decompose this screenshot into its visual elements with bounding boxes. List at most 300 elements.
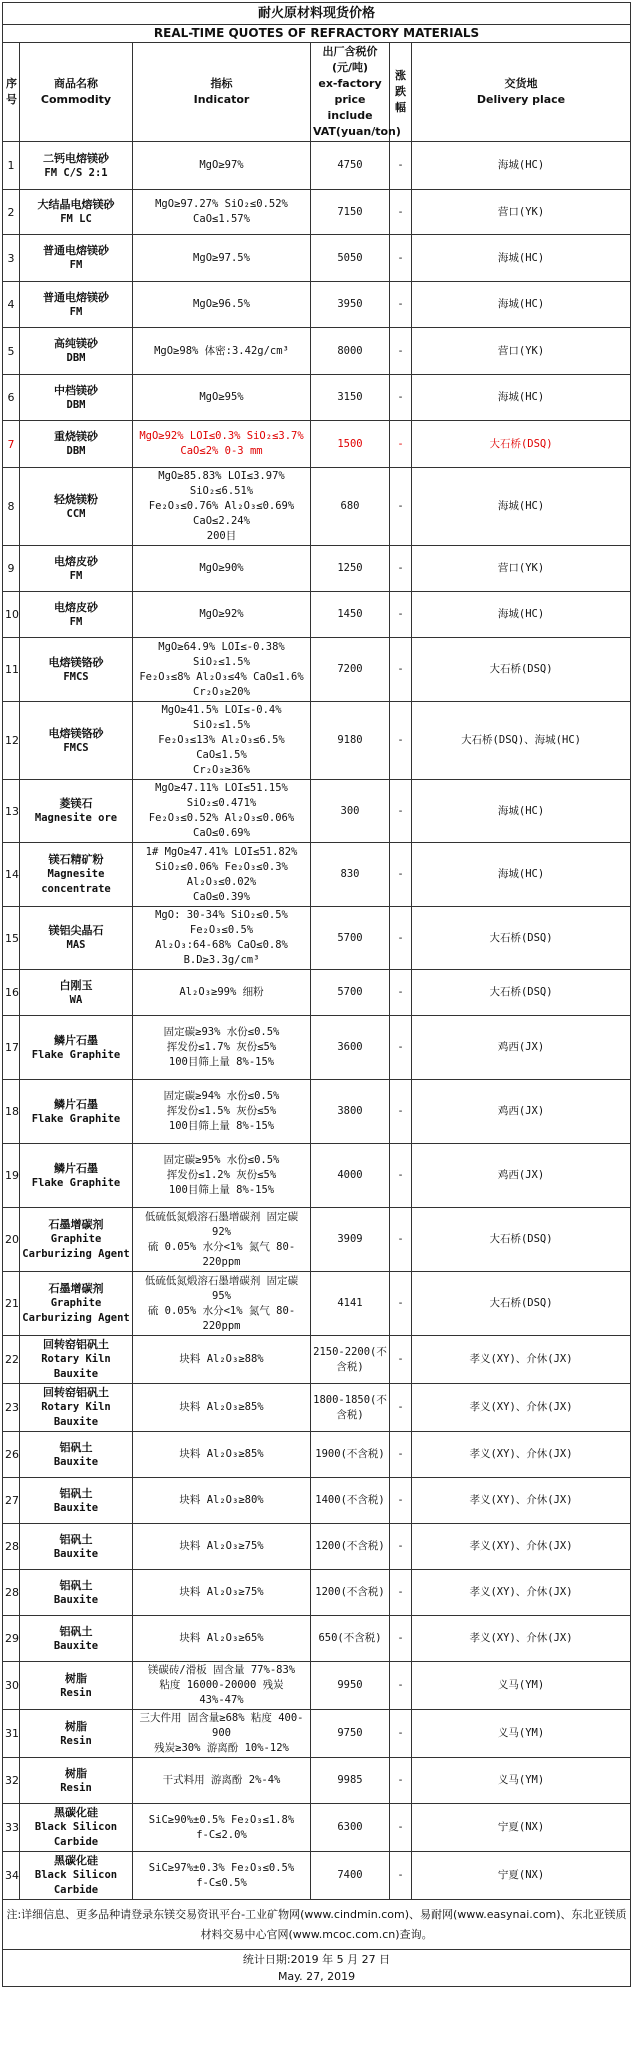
price-cell: 1800-1850(不含税) (311, 1384, 390, 1432)
indicator-cell: SiC≥90%±0.5% Fe₂O₃≤1.8% f-C≤2.0% (133, 1804, 311, 1852)
place-cell: 海城(HC) (412, 592, 631, 638)
commodity-en: MAS (66, 939, 86, 951)
row-number: 30 (3, 1662, 20, 1710)
row-number: 14 (3, 843, 20, 907)
change-cell: - (390, 1336, 412, 1384)
place-cell: 海城(HC) (412, 468, 631, 546)
commodity-cell (20, 375, 133, 421)
commodity-cell (20, 780, 133, 843)
commodity-cn: 铝矾土 (59, 1624, 93, 1638)
row-number: 19 (3, 1144, 20, 1208)
price-cell: 4750 (311, 142, 390, 190)
stat-date-en: May. 27, 2019 (277, 1970, 356, 1983)
commodity-cn: 普通电熔镁砂 (43, 244, 109, 257)
indicator-cell: 块料 Al₂O₃≥85% (133, 1432, 311, 1478)
table-row (3, 1570, 631, 1616)
commodity-cn: 铝矾土 (59, 1440, 93, 1454)
price-cell: 9950 (311, 1662, 390, 1710)
header-no (3, 43, 20, 142)
commodity-en: Rotary Kiln Bauxite (41, 1353, 111, 1380)
commodity-en: Bauxite (53, 1547, 99, 1560)
header-price: 出厂含税价(元/吨) ex-factory price include VAT(yuan/ton) (311, 43, 390, 142)
row-number: 34 (3, 1852, 20, 1900)
indicator-cell: MgO≥64.9% LOI≤-0.38% SiO₂≤1.5% Fe₂O₃≤8% Al₂O₃≤4% CaO≤1.6% Cr₂O₃≥20% (133, 638, 311, 702)
commodity-cn: 铝矾土 (59, 1532, 93, 1546)
table-row (3, 190, 631, 235)
row-number: 3 (3, 235, 20, 282)
price-cell: 3800 (311, 1080, 390, 1144)
change-cell: - (390, 1432, 412, 1478)
row-number: 7 (3, 421, 20, 468)
place-cell: 大石桥(DSQ)、海城(HC) (412, 702, 631, 780)
commodity-cell (20, 1384, 133, 1432)
place-cell: 大石桥(DSQ) (412, 638, 631, 702)
change-cell: - (390, 235, 412, 282)
row-number: 28 (3, 1524, 20, 1570)
commodity-en: Resin (60, 1781, 92, 1794)
commodity-cn: 菱镁石 (59, 797, 93, 810)
change-cell: - (390, 282, 412, 328)
table-row (3, 638, 631, 702)
change-cell: - (390, 546, 412, 592)
price-cell: 7200 (311, 638, 390, 702)
commodity-en: FM LC (60, 213, 92, 225)
change-cell: - (390, 375, 412, 421)
change-cell: - (390, 1478, 412, 1524)
table-row (3, 702, 631, 780)
indicator-cell: 块料 Al₂O₃≥65% (133, 1616, 311, 1662)
commodity-en: Bauxite (53, 1639, 99, 1652)
place-cell: 孝义(XY)、介休(JX) (412, 1616, 631, 1662)
commodity-cell (20, 1336, 133, 1384)
place-cell: 海城(HC) (412, 142, 631, 190)
title-cn: 耐火原材料现货价格 (3, 3, 631, 25)
commodity-cn: 高纯镁砂 (54, 337, 98, 350)
table-row (3, 1478, 631, 1524)
indicator-cell: 镁碳砖/滑板 固含量 77%-83% 粘度 16000-20000 残炭 43%-47% (133, 1662, 311, 1710)
change-cell: - (390, 638, 412, 702)
stat-date-cn: 统计日期:2019 年 5 月 27 日 (242, 1953, 391, 1966)
place-cell: 海城(HC) (412, 235, 631, 282)
price-cell: 5050 (311, 235, 390, 282)
table-row (3, 468, 631, 546)
change-cell: - (390, 780, 412, 843)
commodity-cn: 回转窑铝矾土 (43, 1338, 109, 1351)
row-number: 27 (3, 1478, 20, 1524)
commodity-cn: 镁石精矿粉 (48, 853, 104, 866)
indicator-cell: MgO≥97% (133, 142, 311, 190)
price-cell: 7150 (311, 190, 390, 235)
commodity-cell (20, 1432, 133, 1478)
price-cell: 5700 (311, 970, 390, 1016)
change-cell: - (390, 1710, 412, 1758)
change-cell: - (390, 843, 412, 907)
place-cell: 孝义(XY)、介休(JX) (412, 1432, 631, 1478)
place-cell: 鸡西(JX) (412, 1016, 631, 1080)
place-cell: 大石桥(DSQ) (412, 1272, 631, 1336)
place-cell: 海城(HC) (412, 780, 631, 843)
change-cell: - (390, 421, 412, 468)
indicator-cell: 干式料用 游离酚 2%-4% (133, 1758, 311, 1804)
price-cell: 7400 (311, 1852, 390, 1900)
change-cell: - (390, 1384, 412, 1432)
table-row (3, 282, 631, 328)
commodity-cn: 石墨增碳剂 (48, 1218, 104, 1231)
place-cell: 孝义(XY)、介休(JX) (412, 1570, 631, 1616)
place-cell: 营口(YK) (412, 328, 631, 375)
commodity-cell (20, 235, 133, 282)
change-cell: - (390, 1016, 412, 1080)
indicator-cell: SiC≥97%±0.3% Fe₂O₃≤0.5% f-C≤0.5% (133, 1852, 311, 1900)
change-cell: - (390, 1272, 412, 1336)
place-cell: 鸡西(JX) (412, 1080, 631, 1144)
commodity-cell (20, 1758, 133, 1804)
indicator-cell: 块料 Al₂O₃≥88% (133, 1336, 311, 1384)
price-cell: 1200(不含税) (311, 1524, 390, 1570)
commodity-cn: 电熔皮砂 (54, 600, 98, 614)
table-row (3, 1272, 631, 1336)
change-cell: - (390, 1524, 412, 1570)
commodity-cn: 树脂 (65, 1671, 87, 1685)
commodity-cell (20, 843, 133, 907)
row-number: 9 (3, 546, 20, 592)
place-cell: 大石桥(DSQ) (412, 907, 631, 970)
commodity-cn: 普通电熔镁砂 (43, 290, 109, 304)
indicator-cell: MgO≥98% 体密:3.42g/cm³ (133, 328, 311, 375)
commodity-cn: 鳞片石墨 (54, 1097, 98, 1111)
row-number: 8 (3, 468, 20, 546)
price-cell: 3150 (311, 375, 390, 421)
price-cell: 3909 (311, 1208, 390, 1272)
table-row (3, 592, 631, 638)
table-row (3, 1080, 631, 1144)
price-cell: 300 (311, 780, 390, 843)
change-cell: - (390, 592, 412, 638)
indicator-cell: 块料 Al₂O₃≥80% (133, 1478, 311, 1524)
change-cell: - (390, 1662, 412, 1710)
commodity-cn: 树脂 (65, 1719, 87, 1733)
commodity-cn: 重烧镁砂 (54, 430, 98, 443)
indicator-cell: MgO≥97.5% (133, 235, 311, 282)
row-number: 6 (3, 375, 20, 421)
commodity-cell (20, 1852, 133, 1900)
commodity-cn: 白刚玉 (59, 978, 93, 992)
commodity-en: Flake Graphite (31, 1176, 121, 1189)
row-number: 1 (3, 142, 20, 190)
price-cell: 1250 (311, 546, 390, 592)
table-row (3, 421, 631, 468)
table-row (3, 1662, 631, 1710)
price-cell: 9180 (311, 702, 390, 780)
price-cell: 680 (311, 468, 390, 546)
indicator-cell: 固定碳≥95% 水份≤0.5% 挥发份≤1.2% 灰份≤5% 100目筛上量 8%-15% (133, 1144, 311, 1208)
change-cell: - (390, 702, 412, 780)
commodity-cell (20, 1016, 133, 1080)
commodity-en: FM (69, 569, 83, 582)
row-number: 21 (3, 1272, 20, 1336)
commodity-cell (20, 1804, 133, 1852)
table-row (3, 1616, 631, 1662)
price-cell: 6300 (311, 1804, 390, 1852)
indicator-cell: 块料 Al₂O₃≥85% (133, 1384, 311, 1432)
place-cell: 宁夏(NX) (412, 1852, 631, 1900)
indicator-cell: MgO: 30-34% SiO₂≤0.5% Fe₂O₃≤0.5% Al₂O₃:64-68% CaO≤0.8% B.D≥3.3g/cm³ (133, 907, 311, 970)
header-indicator: 指标 Indicator (133, 43, 311, 142)
row-number: 15 (3, 907, 20, 970)
table-row (3, 235, 631, 282)
commodity-cn: 树脂 (65, 1766, 87, 1780)
commodity-en: FMCS (63, 670, 89, 683)
commodity-cell (20, 1272, 133, 1336)
table-row (3, 780, 631, 843)
commodity-cell (20, 970, 133, 1016)
change-cell: - (390, 1208, 412, 1272)
place-cell: 营口(YK) (412, 190, 631, 235)
table-row (3, 375, 631, 421)
table-row (3, 1144, 631, 1208)
indicator-cell: 固定碳≥93% 水份≤0.5% 挥发份≤1.7% 灰份≤5% 100目筛上量 8%-15% (133, 1016, 311, 1080)
row-number: 4 (3, 282, 20, 328)
commodity-cell (20, 638, 133, 702)
change-cell: - (390, 1080, 412, 1144)
commodity-en: FM (69, 615, 83, 628)
commodity-en: Graphite Carburizing Agent (22, 1297, 130, 1324)
stat-date (3, 1950, 631, 1987)
price-cell: 3950 (311, 282, 390, 328)
commodity-cell (20, 468, 133, 546)
table-row (3, 1384, 631, 1432)
price-cell: 830 (311, 843, 390, 907)
indicator-cell: Al₂O₃≥99% 细粉 (133, 970, 311, 1016)
table-row (3, 1710, 631, 1758)
row-number: 22 (3, 1336, 20, 1384)
commodity-en: Rotary Kiln Bauxite (41, 1401, 111, 1428)
price-cell: 2150-2200(不含税) (311, 1336, 390, 1384)
indicator-cell: MgO≥47.11% LOI≤51.15% SiO₂≤0.471% Fe₂O₃≤0.52% Al₂O₃≤0.06% CaO≤0.69% (133, 780, 311, 843)
row-number: 28 (3, 1570, 20, 1616)
indicator-cell: MgO≥95% (133, 375, 311, 421)
place-cell: 海城(HC) (412, 375, 631, 421)
place-cell: 义马(YM) (412, 1710, 631, 1758)
price-cell: 1200(不含税) (311, 1570, 390, 1616)
row-number: 29 (3, 1616, 20, 1662)
table-row (3, 546, 631, 592)
place-cell: 大石桥(DSQ) (412, 421, 631, 468)
commodity-cn: 电熔皮砂 (54, 554, 98, 568)
table-row (3, 1804, 631, 1852)
price-cell: 1900(不含税) (311, 1432, 390, 1478)
indicator-cell: 低硫低氮煅溶石墨增碳剂 固定碳 92% 硫 0.05% 水分<1% 氮气 80-220ppm (133, 1208, 311, 1272)
commodity-cell (20, 282, 133, 328)
indicator-cell: MgO≥92% LOI≤0.3% SiO₂≤3.7% CaO≤2% 0-3 mm (133, 421, 311, 468)
indicator-cell: MgO≥92% (133, 592, 311, 638)
commodity-en: WA (69, 993, 83, 1006)
commodity-cn: 铝矾土 (59, 1486, 93, 1500)
commodity-cell (20, 702, 133, 780)
commodity-cn: 黑碳化硅 (54, 1806, 98, 1819)
commodity-cn: 石墨增碳剂 (48, 1282, 104, 1295)
commodity-cell (20, 907, 133, 970)
commodity-cn: 鳞片石墨 (54, 1033, 98, 1047)
place-cell: 大石桥(DSQ) (412, 1208, 631, 1272)
place-cell: 大石桥(DSQ) (412, 970, 631, 1016)
title-en: REAL-TIME QUOTES OF REFRACTORY MATERIALS (3, 25, 631, 43)
table-row (3, 1524, 631, 1570)
header-change: 涨跌幅 (390, 43, 412, 142)
price-cell: 3600 (311, 1016, 390, 1080)
place-cell: 宁夏(NX) (412, 1804, 631, 1852)
place-cell: 孝义(XY)、介休(JX) (412, 1478, 631, 1524)
price-cell: 9985 (311, 1758, 390, 1804)
indicator-cell: MgO≥96.5% (133, 282, 311, 328)
commodity-cn: 镁铝尖晶石 (48, 924, 104, 937)
indicator-cell: MgO≥41.5% LOI≤-0.4% SiO₂≤1.5% Fe₂O₃≤13% Al₂O₃≤6.5% CaO≤1.5% Cr₂O₃≥36% (133, 702, 311, 780)
commodity-cell (20, 421, 133, 468)
row-number: 20 (3, 1208, 20, 1272)
indicator-cell: MgO≥85.83% LOI≤3.97% SiO₂≤6.51% Fe₂O₃≤0.76% Al₂O₃≤0.69% CaO≤2.24% 200目 (133, 468, 311, 546)
commodity-en: DBM (66, 445, 86, 457)
commodity-cn: 回转窑铝矾土 (43, 1386, 109, 1399)
price-table (2, 2, 631, 1987)
change-cell: - (390, 1144, 412, 1208)
price-cell: 9750 (311, 1710, 390, 1758)
row-number: 13 (3, 780, 20, 843)
commodity-cell (20, 328, 133, 375)
place-cell: 鸡西(JX) (412, 1144, 631, 1208)
commodity-cell (20, 1478, 133, 1524)
table-row (3, 843, 631, 907)
commodity-en: Graphite Carburizing Agent (22, 1233, 130, 1260)
commodity-en: Resin (60, 1686, 92, 1699)
table-row (3, 1208, 631, 1272)
change-cell: - (390, 907, 412, 970)
price-cell: 4000 (311, 1144, 390, 1208)
change-cell: - (390, 1852, 412, 1900)
change-cell: - (390, 468, 412, 546)
table-row (3, 1432, 631, 1478)
price-cell: 8000 (311, 328, 390, 375)
commodity-en: Black Silicon Carbide (34, 1821, 118, 1848)
commodity-cn: 大结晶电熔镁砂 (37, 198, 115, 211)
commodity-cell (20, 142, 133, 190)
price-cell: 1400(不含税) (311, 1478, 390, 1524)
row-number: 18 (3, 1080, 20, 1144)
place-cell: 义马(YM) (412, 1758, 631, 1804)
price-cell: 4141 (311, 1272, 390, 1336)
table-row (3, 142, 631, 190)
commodity-en: DBM (66, 398, 86, 411)
commodity-cell (20, 1710, 133, 1758)
table-row (3, 970, 631, 1016)
commodity-en: FMCS (63, 741, 89, 754)
commodity-cn: 电熔镁铬砂 (48, 655, 104, 669)
row-number: 5 (3, 328, 20, 375)
change-cell: - (390, 1758, 412, 1804)
table-row (3, 1758, 631, 1804)
commodity-en: Resin (60, 1734, 92, 1747)
row-number: 16 (3, 970, 20, 1016)
change-cell: - (390, 1616, 412, 1662)
row-number: 26 (3, 1432, 20, 1478)
commodity-cell (20, 190, 133, 235)
indicator-cell: 固定碳≥94% 水份≤0.5% 挥发份≤1.5% 灰份≤5% 100目筛上量 8%-15% (133, 1080, 311, 1144)
indicator-cell: 低硫低氮煅溶石墨增碳剂 固定碳 95% 硫 0.05% 水分<1% 氮气 80-220ppm (133, 1272, 311, 1336)
table-row (3, 1336, 631, 1384)
header-no-text: 序号 (6, 77, 17, 106)
commodity-cell (20, 1662, 133, 1710)
commodity-cell (20, 1616, 133, 1662)
table-row (3, 1852, 631, 1900)
commodity-cell (20, 546, 133, 592)
row-number: 23 (3, 1384, 20, 1432)
commodity-cn: 中档镁砂 (54, 383, 98, 397)
table-row (3, 907, 631, 970)
place-cell: 海城(HC) (412, 282, 631, 328)
commodity-cn: 黑碳化硅 (54, 1854, 98, 1867)
commodity-en: Bauxite (53, 1455, 99, 1468)
indicator-cell: 1# MgO≥47.41% LOI≤51.82% SiO₂≤0.06% Fe₂O₃≤0.3% Al₂O₃≤0.02% CaO≤0.39% (133, 843, 311, 907)
change-cell: - (390, 1804, 412, 1852)
row-number: 10 (3, 592, 20, 638)
place-cell: 孝义(XY)、介休(JX) (412, 1384, 631, 1432)
commodity-cell (20, 1208, 133, 1272)
row-number: 17 (3, 1016, 20, 1080)
commodity-en: Bauxite (53, 1501, 99, 1514)
price-cell: 5700 (311, 907, 390, 970)
commodity-cn: 电熔镁铬砂 (48, 726, 104, 740)
row-number: 32 (3, 1758, 20, 1804)
indicator-cell: 块料 Al₂O₃≥75% (133, 1524, 311, 1570)
commodity-cell (20, 1144, 133, 1208)
header-row (3, 43, 631, 142)
header-place: 交货地 Delivery place (412, 43, 631, 142)
price-cell: 1450 (311, 592, 390, 638)
change-cell: - (390, 1570, 412, 1616)
change-cell: - (390, 970, 412, 1016)
place-cell: 孝义(XY)、介休(JX) (412, 1336, 631, 1384)
commodity-cn: 轻烧镁粉 (54, 492, 98, 506)
row-number: 2 (3, 190, 20, 235)
commodity-en: Flake Graphite (31, 1048, 121, 1061)
indicator-cell: MgO≥97.27% SiO₂≤0.52% CaO≤1.57% (133, 190, 311, 235)
commodity-cell (20, 1524, 133, 1570)
price-cell: 1500 (311, 421, 390, 468)
commodity-en: Black Silicon Carbide (34, 1869, 118, 1896)
price-cell: 650(不含税) (311, 1616, 390, 1662)
commodity-cell (20, 1080, 133, 1144)
commodity-cell (20, 1570, 133, 1616)
change-cell: - (390, 142, 412, 190)
commodity-cell (20, 592, 133, 638)
place-cell: 义马(YM) (412, 1662, 631, 1710)
commodity-en: CCM (66, 507, 86, 520)
commodity-en: FM (69, 259, 83, 271)
row-number: 31 (3, 1710, 20, 1758)
commodity-en: Bauxite (53, 1593, 99, 1606)
table-row (3, 328, 631, 375)
row-number: 12 (3, 702, 20, 780)
indicator-cell: 三大件用 固含量≥68% 粘度 400-900 残炭≥30% 游离酚 10%-12% (133, 1710, 311, 1758)
place-cell: 海城(HC) (412, 843, 631, 907)
table-row (3, 1016, 631, 1080)
indicator-cell: MgO≥90% (133, 546, 311, 592)
commodity-en: Magnesite concentrate (41, 868, 111, 895)
commodity-cn: 鳞片石墨 (54, 1161, 98, 1175)
commodity-en: Magnesite ore (34, 812, 118, 824)
commodity-cn: 二钙电熔镁砂 (43, 151, 109, 165)
indicator-cell: 块料 Al₂O₃≥75% (133, 1570, 311, 1616)
commodity-en: Flake Graphite (31, 1112, 121, 1125)
